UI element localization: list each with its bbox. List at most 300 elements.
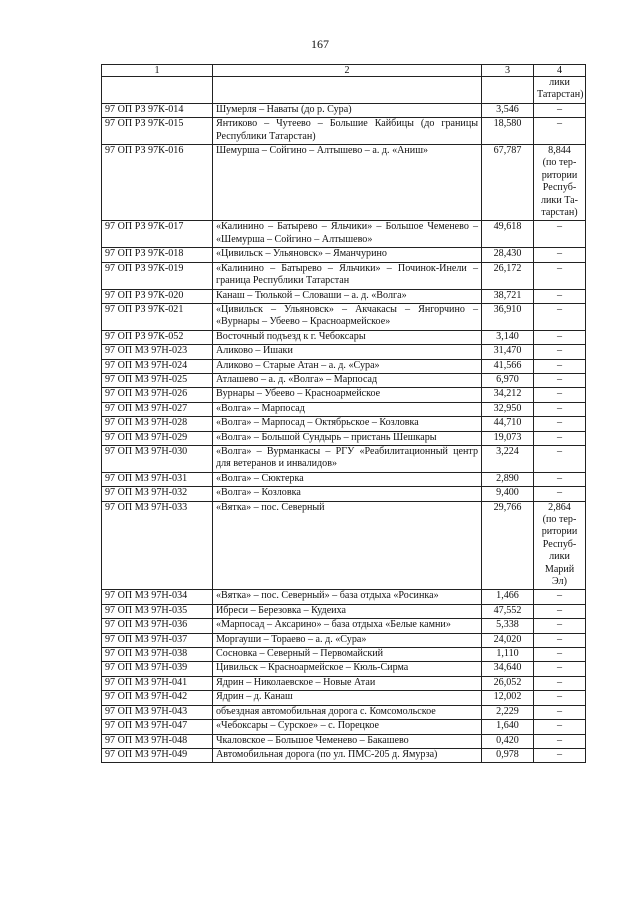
road-code-cell xyxy=(102,118,213,145)
road-note-cell xyxy=(534,118,586,145)
road-name-cell xyxy=(213,221,482,248)
road-name-cell xyxy=(213,145,482,221)
road-note-cell xyxy=(534,373,586,387)
table-row xyxy=(102,619,586,633)
road-name-cell-text: Шумерля – Наваты (до р. Сура) xyxy=(216,103,352,115)
road-length-cell xyxy=(482,303,534,330)
road-name-cell-text: «Цивильск – Ульяновск» – Акчакасы – Янгорчино – «Вурнары – Убеево – Красноармейское» xyxy=(216,303,478,328)
road-note-cell-text: – xyxy=(556,676,563,688)
road-name-cell-text: Ядрин – Николаевское – Новые Атаи xyxy=(216,676,376,688)
road-length-cell-text: 34,640 xyxy=(493,662,522,674)
road-name-cell-text: Моргауши – Тораево – а. д. «Сура» xyxy=(216,633,367,645)
road-code-cell xyxy=(102,619,213,633)
road-length-cell xyxy=(482,604,534,618)
road-note-cell-text: – xyxy=(556,417,563,429)
road-note-cell-text: – xyxy=(556,705,563,717)
road-name-cell-text: «Волга» – Марпосад xyxy=(216,402,305,414)
road-note-cell-text: – xyxy=(556,330,563,342)
road-name-cell-text: «Вятка» – пос. Северный» – база отдыха «Росинка» xyxy=(216,590,439,602)
road-note-cell-text: 2,864 (по тер- ритории Респуб- лики Марий Эл) xyxy=(541,501,578,588)
road-code-cell-text: 97 ОП МЗ 97Н-028 xyxy=(105,417,188,429)
road-name-cell-text: «Калинино – Батырево – Яльчики» – Большое Чеменево – «Шемурша – Сойгино – Алтышево» xyxy=(216,221,478,245)
road-code-cell-text: 97 ОП МЗ 97Н-034 xyxy=(105,590,188,602)
road-note-cell-text: – xyxy=(556,720,563,732)
road-length-cell xyxy=(482,145,534,221)
table-row xyxy=(102,345,586,359)
road-length-cell xyxy=(482,402,534,416)
road-note-cell-text: – xyxy=(556,248,563,260)
road-note-cell xyxy=(534,604,586,618)
road-name-cell-text: Янтиково – Чутеево – Большие Кайбицы (до границы Республики Татарстан) xyxy=(216,118,478,142)
column-header: 2 xyxy=(213,65,482,77)
table-row xyxy=(102,221,586,248)
road-length-cell xyxy=(482,417,534,431)
road-length-cell-text: 9,400 xyxy=(496,487,519,499)
road-name-cell xyxy=(213,604,482,618)
road-length-cell-text: 38,721 xyxy=(493,289,522,301)
road-name-cell xyxy=(213,248,482,262)
road-code-cell-text: 97 ОП МЗ 97Н-023 xyxy=(105,345,188,357)
road-note-cell-text: – xyxy=(556,487,563,499)
road-name-cell-text: «Цивильск – Ульяновск» – Яманчурино xyxy=(216,248,387,260)
road-name-cell-text: «Волга» – Козловка xyxy=(216,487,301,499)
table-row xyxy=(102,676,586,690)
road-length-cell-text: 32,950 xyxy=(493,402,522,414)
table-row xyxy=(102,487,586,501)
road-length-cell xyxy=(482,648,534,662)
road-note-cell xyxy=(534,748,586,762)
road-name-cell-text: «Волга» – Сюктерка xyxy=(216,472,304,484)
road-note-cell xyxy=(534,417,586,431)
column-header: 3 xyxy=(482,65,534,77)
road-code-cell-text: 97 ОП МЗ 97Н-047 xyxy=(105,720,188,732)
road-name-cell-text: Ибреси – Березовка – Кудеиха xyxy=(216,604,346,616)
road-name-cell-text: «Волга» – Большой Сундырь – пристань Шешкары xyxy=(216,431,437,443)
road-length-cell-text: 6,970 xyxy=(496,373,519,385)
road-name-cell xyxy=(213,345,482,359)
road-name-cell xyxy=(213,262,482,289)
road-code-cell-text: 97 ОП РЗ 97К-014 xyxy=(105,103,184,115)
road-name-cell-text: «Вятка» – пос. Северный xyxy=(216,501,325,513)
road-code-cell xyxy=(102,262,213,289)
table-row xyxy=(102,388,586,402)
road-name-cell-text: Аликово – Старые Атан – а. д. «Сура» xyxy=(216,359,380,371)
road-name-cell-text: «Калинино – Батырево – Яльчики» – Починок-Инели – граница Республики Татарстан xyxy=(216,262,478,287)
road-note-cell-text: – xyxy=(556,289,563,301)
road-length-cell xyxy=(482,330,534,344)
road-name-cell-text: Ядрин – д. Канаш xyxy=(216,691,293,703)
road-name-cell xyxy=(213,590,482,604)
road-name-cell-text: Автомобильная дорога (по ул. ПМС-205 д. Ямурза) xyxy=(216,748,438,760)
road-note-cell xyxy=(534,633,586,647)
road-name-cell xyxy=(213,734,482,748)
table-row xyxy=(102,431,586,445)
road-note-cell xyxy=(534,145,586,221)
road-note-cell xyxy=(534,248,586,262)
road-note-cell xyxy=(534,734,586,748)
road-length-cell-text: 3,140 xyxy=(496,330,519,342)
road-code-cell-text: 97 ОП РЗ 97К-021 xyxy=(105,303,184,315)
table-row xyxy=(102,705,586,719)
road-code-cell xyxy=(102,472,213,486)
road-name-cell-text: Вурнары – Убеево – Красноармейское xyxy=(216,388,381,400)
road-note-cell xyxy=(534,662,586,676)
road-length-cell-text: 34,212 xyxy=(493,388,522,400)
road-name-cell xyxy=(213,103,482,117)
road-name-cell xyxy=(213,748,482,762)
road-code-cell-text: 97 ОП МЗ 97Н-024 xyxy=(105,359,188,371)
road-name-cell-text: Шемурша – Сойгино – Алтышево – а. д. «Аниш» xyxy=(216,145,429,157)
road-length-cell xyxy=(482,373,534,387)
road-note-cell-text: – xyxy=(556,619,563,631)
road-code-cell-text: 97 ОП РЗ 97К-015 xyxy=(105,118,184,130)
table-row xyxy=(102,662,586,676)
road-length-cell-text: 2,890 xyxy=(496,472,519,484)
road-code-cell-text: 97 ОП МЗ 97Н-029 xyxy=(105,431,188,443)
road-code-cell-text: 97 ОП МЗ 97Н-037 xyxy=(105,633,188,645)
road-code-cell-text: 97 ОП МЗ 97Н-036 xyxy=(105,619,188,631)
road-name-cell xyxy=(213,648,482,662)
road-note-cell-text: – xyxy=(556,445,563,457)
road-length-cell xyxy=(482,705,534,719)
road-length-cell-text: 0,978 xyxy=(496,748,519,760)
road-length-cell xyxy=(482,662,534,676)
road-length-cell xyxy=(482,77,534,104)
road-name-cell-text: «Волга» – Вурманкасы – РГУ «Реабилитационный центр для ветеранов и инвалидов» xyxy=(216,445,478,470)
table-row xyxy=(102,103,586,117)
table-row xyxy=(102,691,586,705)
column-header: 4 xyxy=(534,65,586,77)
road-code-cell xyxy=(102,734,213,748)
table-row xyxy=(102,330,586,344)
road-code-cell-text: 97 ОП РЗ 97К-018 xyxy=(105,248,184,260)
road-code-cell xyxy=(102,604,213,618)
road-code-cell-text: 97 ОП МЗ 97Н-033 xyxy=(105,501,188,513)
road-length-cell xyxy=(482,748,534,762)
road-name-cell xyxy=(213,662,482,676)
table-row xyxy=(102,359,586,373)
road-length-cell xyxy=(482,359,534,373)
road-length-cell xyxy=(482,118,534,145)
road-note-cell-text: 8,844 (по тер- ритории Респуб- лики Та- тарстан) xyxy=(540,145,579,219)
road-length-cell xyxy=(482,619,534,633)
road-name-cell xyxy=(213,289,482,303)
road-code-cell-text: 97 ОП МЗ 97Н-032 xyxy=(105,487,188,499)
road-length-cell-text: 24,020 xyxy=(493,633,522,645)
road-code-cell-text: 97 ОП РЗ 97К-017 xyxy=(105,221,184,233)
road-name-cell xyxy=(213,720,482,734)
road-code-cell xyxy=(102,720,213,734)
road-length-cell-text: 12,002 xyxy=(493,691,522,703)
road-note-cell xyxy=(534,487,586,501)
road-length-cell-text: 0,420 xyxy=(496,734,519,746)
road-length-cell xyxy=(482,445,534,472)
road-code-cell-text: 97 ОП МЗ 97Н-035 xyxy=(105,604,188,616)
road-code-cell xyxy=(102,345,213,359)
road-note-cell-text: – xyxy=(556,345,563,357)
road-note-cell xyxy=(534,720,586,734)
table-row xyxy=(102,648,586,662)
road-note-cell xyxy=(534,103,586,117)
road-name-cell xyxy=(213,402,482,416)
road-note-cell xyxy=(534,359,586,373)
road-note-cell-text: – xyxy=(556,648,563,660)
road-length-cell xyxy=(482,720,534,734)
road-length-cell xyxy=(482,431,534,445)
road-note-cell-text: – xyxy=(556,604,563,616)
road-note-cell-text: – xyxy=(556,303,563,315)
page-number: 167 xyxy=(311,37,329,51)
road-length-cell-text: 26,172 xyxy=(493,262,522,274)
road-length-cell-text: 31,470 xyxy=(493,345,522,357)
road-name-cell xyxy=(213,303,482,330)
road-note-cell xyxy=(534,77,586,104)
table-row xyxy=(102,402,586,416)
road-length-cell-text: 67,787 xyxy=(493,145,522,157)
road-note-cell-text: – xyxy=(556,748,563,760)
road-code-cell-text: 97 ОП МЗ 97Н-041 xyxy=(105,676,188,688)
road-length-cell xyxy=(482,221,534,248)
road-note-cell-text: – xyxy=(556,431,563,443)
road-note-cell-text: – xyxy=(556,262,563,274)
road-name-cell-text: «Марпосад – Аксарино» – база отдыха «Белые камни» xyxy=(216,619,451,631)
road-length-cell-text: 1,110 xyxy=(496,648,519,660)
road-code-cell-text: 97 ОП МЗ 97Н-049 xyxy=(105,748,188,760)
road-name-cell-text: «Волга» – Марпосад – Октябрьское – Козловка xyxy=(216,417,419,429)
road-name-cell-text: Цивильск – Красноармейское – Кюль-Сирма xyxy=(216,662,409,674)
road-code-cell xyxy=(102,303,213,330)
road-code-cell-text: 97 ОП МЗ 97Н-038 xyxy=(105,648,188,660)
road-note-cell xyxy=(534,431,586,445)
road-name-cell-text: «Чебоксары – Сурское» – с. Порецкое xyxy=(216,720,379,732)
table-row xyxy=(102,248,586,262)
road-name-cell xyxy=(213,417,482,431)
road-name-cell-text: Сосновка – Северный – Первомайский xyxy=(216,648,384,660)
road-note-cell xyxy=(534,472,586,486)
road-length-cell xyxy=(482,345,534,359)
road-length-cell-text: 1,466 xyxy=(496,590,519,602)
roads-table xyxy=(101,64,586,763)
road-code-cell xyxy=(102,330,213,344)
road-note-cell xyxy=(534,619,586,633)
road-note-cell xyxy=(534,691,586,705)
table-row xyxy=(102,262,586,289)
road-name-cell-text: объездная автомобильная дорога с. Комсомольское xyxy=(216,705,436,717)
road-name-cell xyxy=(213,619,482,633)
table-row xyxy=(102,118,586,145)
table-row xyxy=(102,633,586,647)
road-code-cell xyxy=(102,417,213,431)
road-length-cell xyxy=(482,676,534,690)
table-row xyxy=(102,604,586,618)
road-code-cell xyxy=(102,487,213,501)
road-code-cell xyxy=(102,590,213,604)
road-length-cell-text: 1,640 xyxy=(496,720,519,732)
road-note-cell-text: лики Татарстан) xyxy=(537,77,584,101)
road-length-cell xyxy=(482,103,534,117)
road-name-cell xyxy=(213,388,482,402)
table-row xyxy=(102,720,586,734)
road-name-cell xyxy=(213,633,482,647)
road-note-cell xyxy=(534,221,586,248)
table-row xyxy=(102,145,586,221)
road-code-cell-text: 97 ОП РЗ 97К-052 xyxy=(105,330,184,342)
road-length-cell-text: 3,546 xyxy=(496,103,519,115)
table-row xyxy=(102,417,586,431)
road-note-cell xyxy=(534,303,586,330)
table-row xyxy=(102,373,586,387)
road-note-cell-text: – xyxy=(556,691,563,703)
table-row xyxy=(102,590,586,604)
road-note-cell-text: – xyxy=(556,373,563,385)
table-row xyxy=(102,472,586,486)
road-note-cell xyxy=(534,648,586,662)
road-length-cell-text: 3,224 xyxy=(496,445,519,457)
road-length-cell xyxy=(482,262,534,289)
road-length-cell xyxy=(482,487,534,501)
road-name-cell-text: Восточный подъезд к г. Чебоксары xyxy=(216,330,366,342)
road-name-cell xyxy=(213,472,482,486)
road-code-cell xyxy=(102,705,213,719)
road-name-cell xyxy=(213,118,482,145)
road-code-cell xyxy=(102,145,213,221)
road-note-cell xyxy=(534,262,586,289)
road-note-cell xyxy=(534,705,586,719)
road-name-cell xyxy=(213,487,482,501)
table-row xyxy=(102,77,586,104)
road-length-cell-text: 49,618 xyxy=(493,221,522,233)
road-length-cell xyxy=(482,388,534,402)
road-code-cell xyxy=(102,402,213,416)
road-code-cell-text: 97 ОП РЗ 97К-019 xyxy=(105,262,184,274)
road-code-cell xyxy=(102,248,213,262)
table-row xyxy=(102,445,586,472)
road-note-cell-text: – xyxy=(556,118,563,130)
road-length-cell-text: 41,566 xyxy=(493,359,522,371)
road-code-cell xyxy=(102,388,213,402)
road-note-cell xyxy=(534,445,586,472)
road-length-cell-text: 18,580 xyxy=(493,118,522,130)
table-row xyxy=(102,748,586,762)
table-header-row xyxy=(102,65,586,77)
road-note-cell xyxy=(534,289,586,303)
road-code-cell-text: 97 ОП МЗ 97Н-048 xyxy=(105,734,188,746)
road-code-cell xyxy=(102,648,213,662)
road-code-cell xyxy=(102,691,213,705)
road-code-cell-text: 97 ОП МЗ 97Н-030 xyxy=(105,445,188,457)
road-note-cell xyxy=(534,501,586,590)
road-length-cell xyxy=(482,633,534,647)
road-note-cell-text: – xyxy=(556,590,563,602)
road-note-cell-text: – xyxy=(556,221,563,233)
table-row xyxy=(102,303,586,330)
road-note-cell xyxy=(534,388,586,402)
road-code-cell xyxy=(102,373,213,387)
road-code-cell-text: 97 ОП РЗ 97К-016 xyxy=(105,145,184,157)
road-note-cell xyxy=(534,402,586,416)
road-code-cell-text: 97 ОП МЗ 97Н-027 xyxy=(105,402,188,414)
road-code-cell xyxy=(102,676,213,690)
table-row xyxy=(102,501,586,590)
road-code-cell-text: 97 ОП МЗ 97Н-039 xyxy=(105,662,188,674)
road-length-cell-text: 44,710 xyxy=(493,417,522,429)
road-name-cell xyxy=(213,330,482,344)
road-code-cell xyxy=(102,359,213,373)
road-code-cell-text: 97 ОП МЗ 97Н-031 xyxy=(105,472,188,484)
road-code-cell xyxy=(102,289,213,303)
road-name-cell-text: Аликово – Ишаки xyxy=(216,345,293,357)
road-length-cell-text: 19,073 xyxy=(493,431,522,443)
road-name-cell xyxy=(213,373,482,387)
road-code-cell xyxy=(102,445,213,472)
road-note-cell-text: – xyxy=(556,359,563,371)
road-note-cell-text: – xyxy=(556,472,563,484)
road-length-cell xyxy=(482,590,534,604)
road-code-cell xyxy=(102,221,213,248)
road-name-cell-text: Атлашево – а. д. «Волга» – Марпосад xyxy=(216,373,378,385)
road-code-cell xyxy=(102,77,213,104)
road-note-cell xyxy=(534,345,586,359)
road-code-cell xyxy=(102,748,213,762)
road-note-cell xyxy=(534,590,586,604)
road-note-cell xyxy=(534,676,586,690)
road-code-cell-text: 97 ОП МЗ 97Н-042 xyxy=(105,691,188,703)
road-length-cell xyxy=(482,472,534,486)
road-length-cell xyxy=(482,289,534,303)
road-code-cell-text: 97 ОП МЗ 97Н-025 xyxy=(105,373,188,385)
road-note-cell-text: – xyxy=(556,633,563,645)
road-code-cell xyxy=(102,662,213,676)
road-code-cell xyxy=(102,633,213,647)
road-name-cell xyxy=(213,691,482,705)
column-header: 1 xyxy=(102,65,213,77)
road-length-cell-text: 26,052 xyxy=(493,676,522,688)
table-row xyxy=(102,734,586,748)
road-length-cell-text: 28,430 xyxy=(493,248,522,260)
road-code-cell xyxy=(102,103,213,117)
table-row xyxy=(102,289,586,303)
road-name-cell xyxy=(213,676,482,690)
road-note-cell xyxy=(534,330,586,344)
road-note-cell-text: – xyxy=(556,103,563,115)
road-code-cell-text: 97 ОП МЗ 97Н-043 xyxy=(105,705,188,717)
road-length-cell-text: 2,229 xyxy=(496,705,519,717)
road-code-cell xyxy=(102,431,213,445)
road-note-cell-text: – xyxy=(556,402,563,414)
road-length-cell-text: 5,338 xyxy=(496,619,519,631)
road-length-cell-text: 29,766 xyxy=(493,501,522,513)
road-length-cell xyxy=(482,734,534,748)
road-name-cell xyxy=(213,445,482,472)
road-name-cell xyxy=(213,431,482,445)
road-code-cell-text: 97 ОП РЗ 97К-020 xyxy=(105,289,184,301)
road-code-cell xyxy=(102,501,213,590)
road-note-cell-text: – xyxy=(556,388,563,400)
road-length-cell-text: 47,552 xyxy=(493,604,522,616)
road-length-cell-text: 36,910 xyxy=(493,303,522,315)
road-name-cell-text: Чкаловское – Большое Чеменево – Бакашево xyxy=(216,734,409,746)
road-length-cell xyxy=(482,691,534,705)
road-name-cell xyxy=(213,501,482,590)
road-name-cell xyxy=(213,77,482,104)
road-length-cell xyxy=(482,248,534,262)
road-name-cell xyxy=(213,359,482,373)
road-note-cell-text: – xyxy=(556,734,563,746)
road-name-cell xyxy=(213,705,482,719)
road-code-cell-text: 97 ОП МЗ 97Н-026 xyxy=(105,388,188,400)
road-length-cell xyxy=(482,501,534,590)
road-note-cell-text: – xyxy=(556,662,563,674)
